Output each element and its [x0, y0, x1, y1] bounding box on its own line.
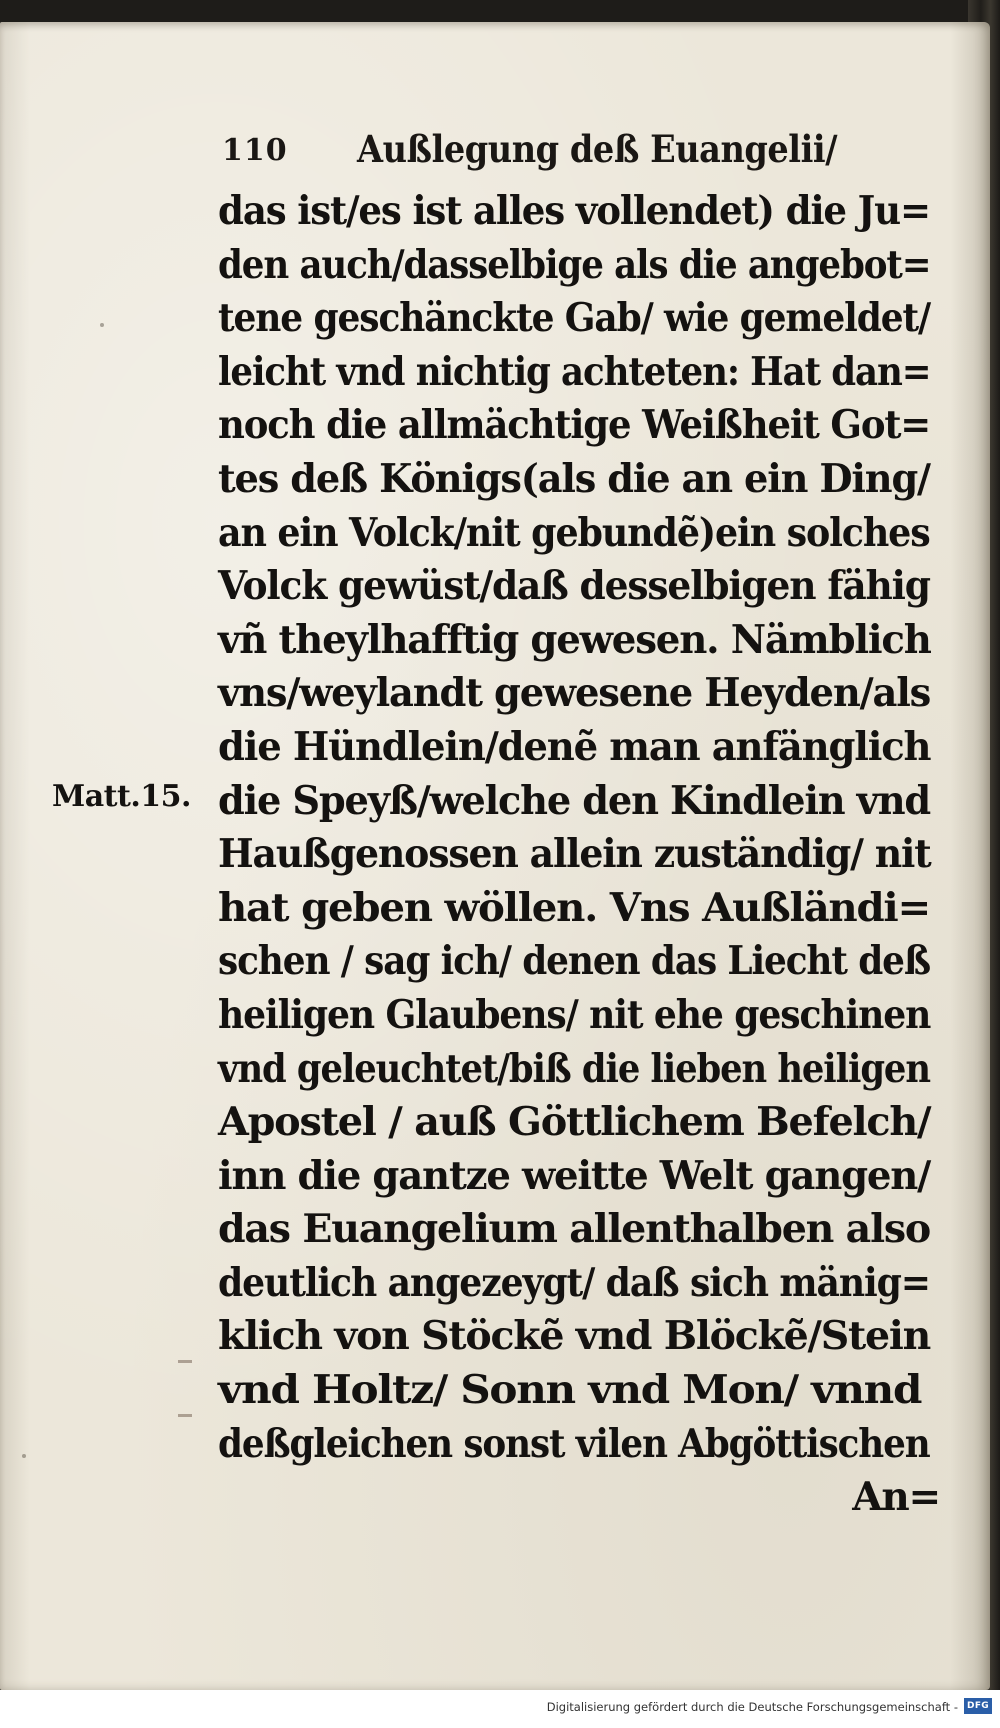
text-line: Haußgenossen allein zuständig/ nit [218, 831, 931, 878]
digitization-footer [0, 1690, 1000, 1728]
text-line: heiligen Glaubens/ nit ehe geschinen [218, 991, 931, 1038]
text-line: Volck gewüst/daß desselbigen fähig [218, 563, 930, 610]
text-line: das ist/es ist alles vollendet) die Ju= [218, 188, 930, 234]
text-line: vns/weylandt gewesene Heyden/als [218, 670, 931, 717]
text-line: hat geben wöllen. Vns Außländi= [218, 884, 931, 931]
text-line: inn die gantze weitte Welt gangen/ [218, 1152, 931, 1199]
text-line: deßgleichen sonst vilen Abgöttischen [218, 1420, 930, 1467]
running-head-title: Außlegung deß Euangelii/ [357, 127, 838, 171]
running-head [222, 127, 862, 177]
text-line: die Speyß/welche den Kindlein vnd [218, 777, 931, 824]
dfg-logo: DFG [964, 1698, 992, 1714]
text-line: vnd geleuchtet/biß die lieben heiligen [218, 1045, 930, 1092]
text-line: das Euangelium allenthalben also [218, 1206, 931, 1253]
text-line: tes deß Königs(als die an ein Ding/ [218, 455, 930, 502]
text-line: an ein Volck/nit gebundẽ)ein solches [218, 509, 930, 556]
text-line: klich von Stöckẽ vnd Blöckẽ/Stein [218, 1313, 931, 1360]
scan-top-border [0, 0, 1000, 24]
text-line: deutlich angezeygt/ daß sich mänig= [218, 1259, 930, 1306]
text-line: leicht vnd nichtig achteten: Hat dan= [218, 348, 931, 395]
body-text [218, 185, 948, 1525]
paper-speck [22, 1454, 26, 1458]
text-line: tene geschänckte Gab/ wie gemeldet/ [218, 295, 931, 342]
text-line: schen / sag ich/ denen das Liecht deß [218, 938, 931, 985]
catchword: An= [852, 1474, 940, 1521]
show-through-ghost-text [70, 202, 190, 242]
paper-mark [178, 1414, 192, 1417]
text-line: vñ theylhafftig gewesen. Nämblich [218, 616, 931, 663]
book-page [0, 22, 990, 1690]
text-line: die Hündlein/denẽ man anfänglich [218, 723, 931, 770]
text-line: den auch/dasselbige als die angebot= [218, 241, 931, 288]
text-line: vnd Holtz/ Sonn vnd Mon/ vnnd [218, 1367, 922, 1414]
funding-credit: Digitalisierung gefördert durch die Deutsche Forschungsgemeinschaft - [546, 1700, 958, 1714]
paper-speck [100, 323, 104, 327]
page-number: 110 [222, 133, 288, 168]
marginal-note: Matt.15. [52, 779, 191, 814]
text-line: noch die allmächtige Weißheit Got= [218, 402, 931, 449]
text-line: Apostel / auß Göttlichem Befelch/ [218, 1099, 931, 1146]
paper-mark [178, 1360, 192, 1363]
